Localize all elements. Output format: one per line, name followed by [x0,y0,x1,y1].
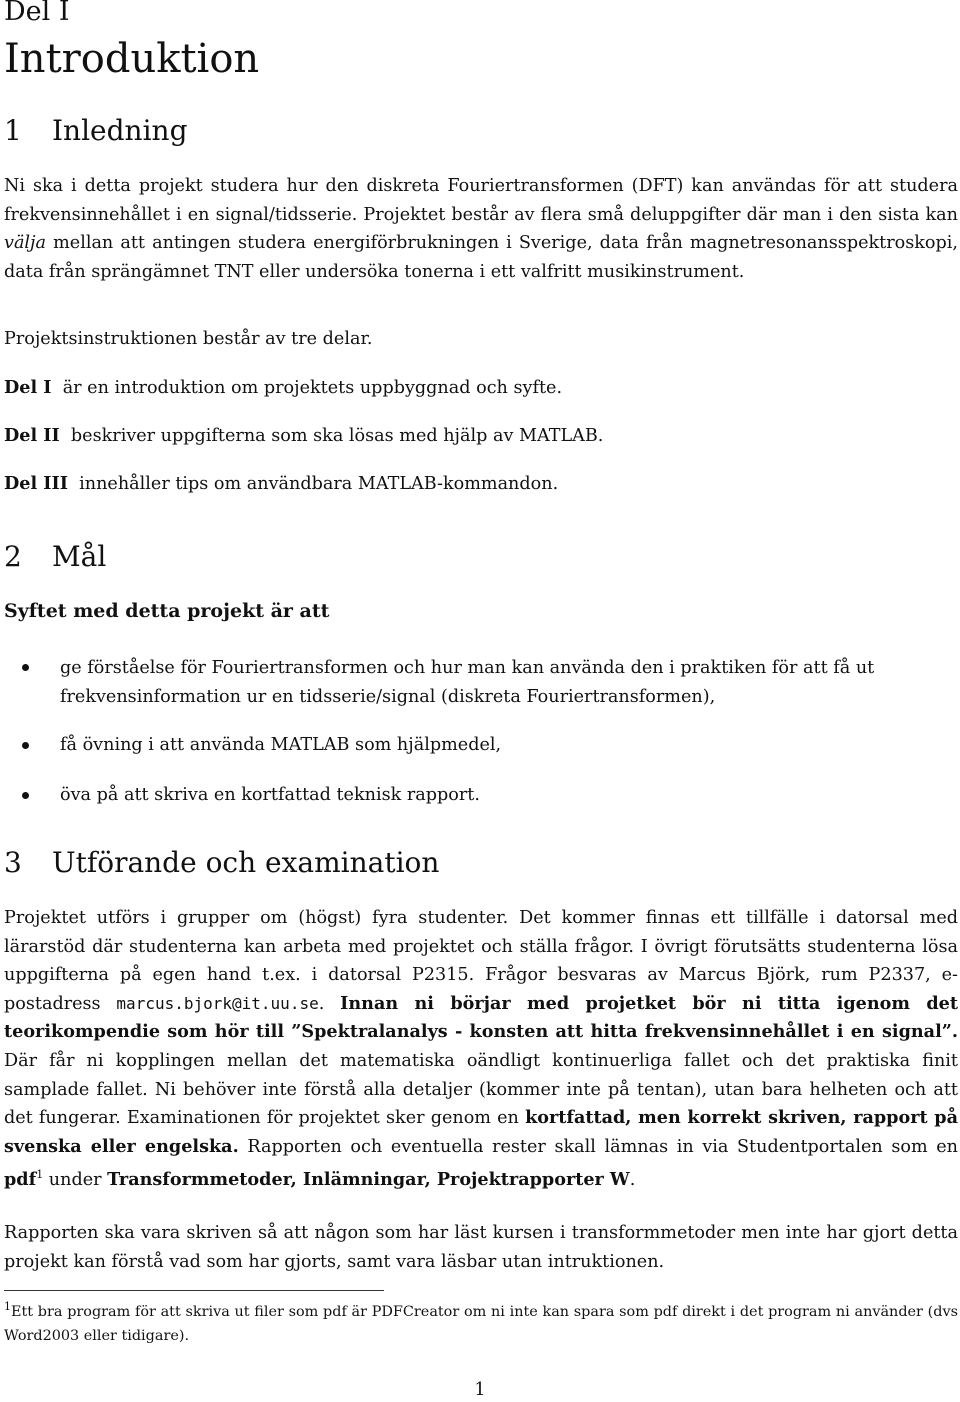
part-desc-3 [4,473,558,494]
exec-bold-text: kortfattad, men korrekt skriven, rapport på svenska eller engelska. [4,1107,959,1157]
part-title: Introduktion [4,36,260,82]
part-desc-label: Del I [4,377,52,398]
footnote-rule [4,1290,384,1291]
goal-bullet-3: öva på att skriva en kortfattad teknisk rapport. [60,785,480,805]
page-number: 1 [474,1380,486,1400]
section-heading-goal [4,540,106,573]
footnote-marker: 1 [36,1168,44,1182]
goal-heading: Syftet med detta projekt är att [4,600,330,622]
exec-text: . [629,1170,636,1191]
section-title: Utförande och examination [52,846,440,879]
footnote-marker: 1 [4,1300,11,1313]
part-desc-label: Del II [4,425,60,446]
parts-intro-line: Projektsinstruktionen består av tre delar. [4,329,373,349]
bullet-dot [22,792,29,799]
intro-paragraph [4,172,958,286]
exec-paragraph-2: Rapporten ska vara skriven så att någon som har läst kursen i transformmetoder men inte har gjort detta projekt kan förstå vad som har gjorts, samt vara läsbar utan intruktionen. [4,1223,958,1272]
section-number: 2 [4,540,22,573]
part-desc-text: innehåller tips om användbara MATLAB-kommandon. [79,474,559,494]
section-heading-intro [4,114,188,147]
exec-bold-text: Transformmetoder, Inlämningar, Projektrapporter W [107,1169,630,1191]
part-desc-1 [4,377,562,398]
exec-text: Rapporten och eventuella rester skall lämnas in via Studentportalen som en [238,1136,958,1157]
section-heading-exec [4,846,439,879]
section-number: 3 [4,846,22,879]
part-desc-label: Del III [4,473,68,494]
part-desc-text: är en introduktion om projektets uppbyggnad och syfte. [62,378,563,398]
part-label: Del I [4,0,70,27]
bullet-dot [22,742,29,749]
section-title: Mål [52,540,107,573]
goal-bullet-1: ge förståelse för Fouriertransformen och hur man kan använda den i praktiken för att få ut frekvensinformation ur en tidsserie/signal (diskreta Fouriertransformen), [60,658,875,707]
exec-text: under [43,1170,108,1191]
exec-paragraph [4,904,958,1195]
part-desc-text: beskriver uppgifterna som ska lösas med hjälp av MATLAB. [70,426,604,446]
intro-emphasis: välja [4,233,46,254]
goal-bullet-2: få övning i att använda MATLAB som hjälpmedel, [60,735,502,755]
section-number: 1 [4,114,22,147]
exec-text: Där får ni kopplingen mellan det matematiska oändligt kontinuerliga fallet och det praktiska finit samplade fallet. Ni behöver inte förstå alla detaljer (kommer inte på tentan), utan bara helheten och att det fungerar. Examinationen för projektet sker genom en [4,1050,958,1129]
intro-text-a: Ni ska i detta projekt studera hur den diskreta Fouriertransformen (DFT) kan användas för att studera frekvensinnehållet i en signal/tidsserie. Projektet består av flera små deluppgifter där man i den sista kan [4,176,958,225]
footnote-text: Ett bra program för att skriva ut filer som pdf är PDFCreator om ni inte kan spara som pdf direkt i det program ni använder (dvs Word2003 eller tidigare). [4,1303,958,1344]
part-desc-2 [4,425,603,446]
email-address[interactable]: marcus.bjork@it.uu.se [116,993,319,1013]
intro-text-b: mellan att antingen studera energiförbrukningen i Sverige, data från magnetresonansspektroskopi, data från sprängämnet TNT eller undersöka tonerna i ett valfritt musikinstrument. [4,233,958,282]
section-title: Inledning [52,114,188,147]
bullet-dot [22,664,29,671]
footnote [4,1295,958,1348]
exec-text: . [318,993,341,1014]
exec-bold-text: pdf [4,1169,37,1191]
exec-bold-text: Innan ni börjar med projetket bör ni titta igenom det teorikompendie som hör till ”Spektralanalys - konsten att hitta frekvensinnehållet i en signal”. [4,992,958,1043]
exec-text: Projektet utförs i grupper om (högst) fyra studenter. Det kommer finnas ett tillfälle i datorsal med lärarstöd där studenterna kan arbeta med projektet och ställa frågor. I övrigt förutsätts studenterna lösa uppgifterna på egen hand t.ex. i datorsal P2315. Frågor besvaras av Marcus Björk, rum P2337, e-postadress [4,908,958,1014]
